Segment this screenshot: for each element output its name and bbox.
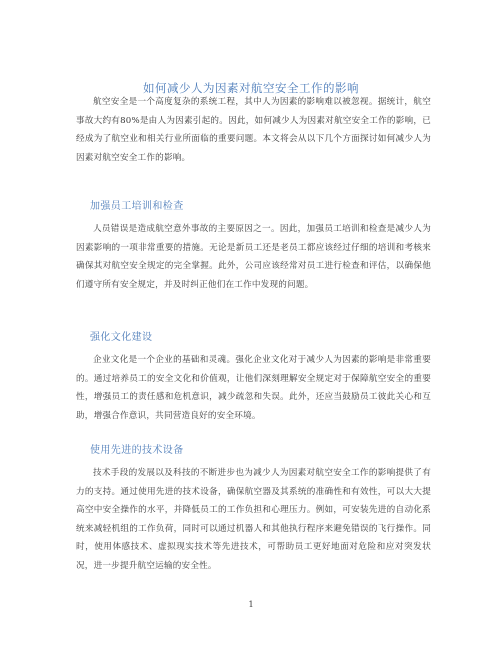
section-heading-training: 加强员工培训和检查 bbox=[90, 201, 184, 212]
page-number: 1 bbox=[248, 600, 254, 609]
section-heading-technology: 使用先进的技术设备 bbox=[90, 445, 184, 456]
section-body-training: 人员错误是造成航空意外事故的主要原因之一。因此，加强员工培训和检查是减少人为因素影响的一项非常重要的措施。无论是新员工还是老员工都应该经过仔细的培训和考核来确保其对航空安全规定的完全掌握。此外，公司应该经常对员工进行检查和评估，以确保他们遵守所有安全规定，并及时纠正他们在工作中发现的问题。 bbox=[76, 224, 431, 290]
intro-paragraph: 航空安全是一个高度复杂的系统工程，其中人为因素的影响难以被忽视。据统计，航空事故大约有80%是由人为因素引起的。因此，如何减少人为因素对航空安全工作的影响，已经成为了航空业和相关行业所面临的重要问题。本文将会从以下几个方面探讨如何减少人为因素对航空安全工作的影响。 bbox=[76, 97, 431, 163]
section-body-culture: 企业文化是一个企业的基础和灵魂。强化企业文化对于减少人为因素的影响是非常重要的。通过培养员工的安全文化和价值观，让他们深刻理解安全规定对于保障航空安全的重要性，增强员工的责任感和危机意识，减少疏忽和失误。此外，还应当鼓励员工彼此关心和互助，增强合作意识，共同营造良好的安全环境。 bbox=[76, 355, 431, 421]
document-title: 如何减少人为因素对航空安全工作的影响 bbox=[143, 81, 359, 95]
section-heading-culture: 强化文化建设 bbox=[90, 332, 153, 343]
section-body-technology: 技术手段的发展以及科技的不断进步也为减少人为因素对航空安全工作的影响提供了有力的支持。通过使用先进的技术设备，确保航空器及其系统的准确性和有效性，可以大大提高空中安全操作的水平，并降低员工的工作负担和心理压力。例如，可安装先进的自动化系统来减轻机组的工作负荷，同时可以通过机器人和其他执行程序来避免错误的飞行操作。同时，使用体感技术、虚拟现实技术等先进技术，可帮助员工更好地面对危险和应对突发状况，进一步提升航空运输的安全性。 bbox=[76, 468, 431, 571]
